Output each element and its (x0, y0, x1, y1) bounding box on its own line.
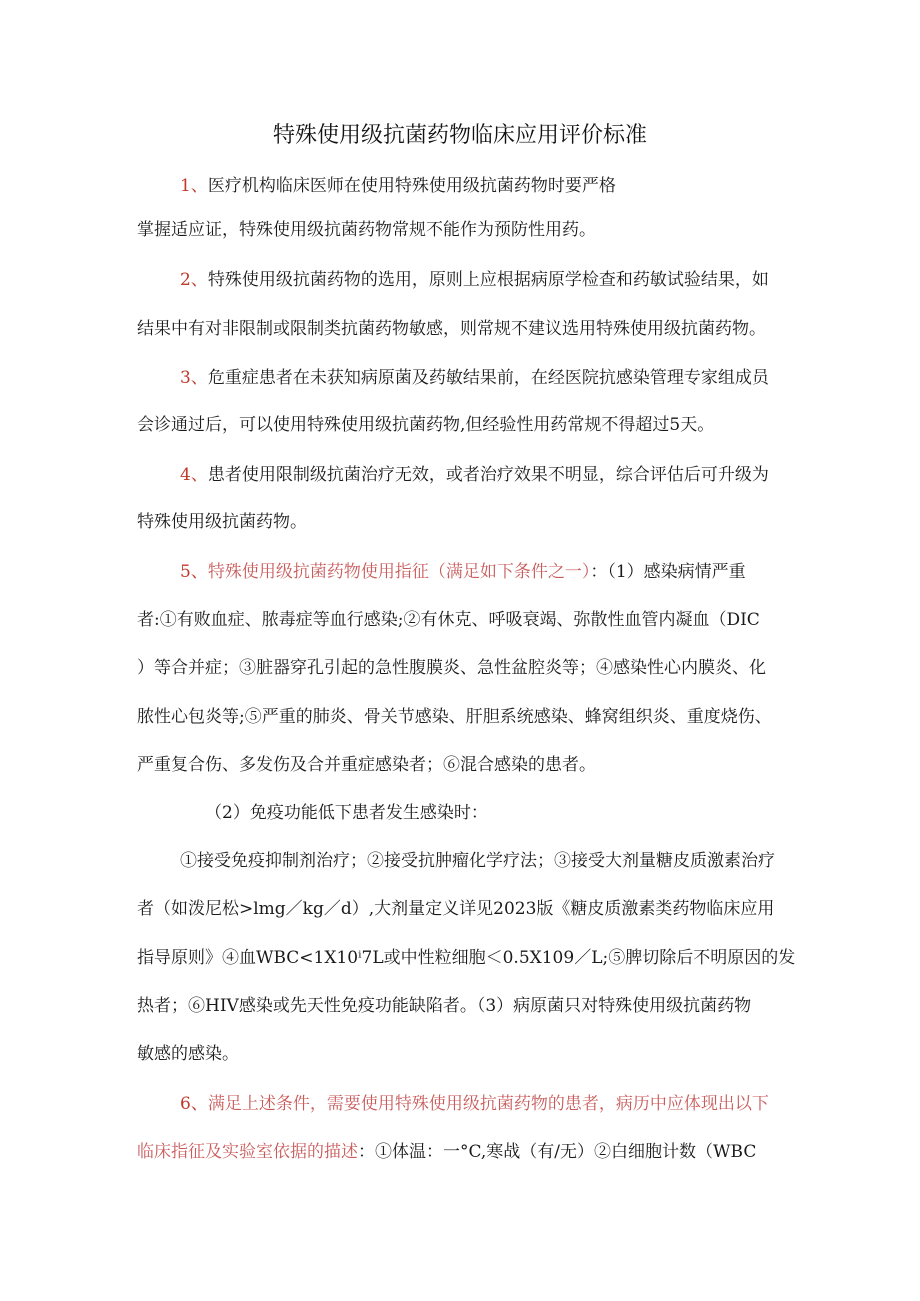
p5-line-11: 敏感的感染。 (137, 1044, 239, 1064)
p3-text-1: 危重症患者在未获知病原菌及药敏结果前，在经医院抗感染管理专家组成员 (207, 368, 769, 388)
p5-line-5: 严重复合伤、多发伤及合并重症感染者；⑥混合感染的患者。 (137, 755, 596, 775)
p2-text-1: 特殊使用级抗菌药物的选用，原则上应根据病原学检查和药敏试验结果，如 (207, 270, 769, 290)
p4-text-1: 患者使用限制级抗菌治疗无效，或者治疗效果不明显，综合评估后可升级为 (207, 465, 769, 485)
page-title: 特殊使用级抗菌药物临床应用评价标准 (272, 123, 647, 148)
p1-number: 1、 (180, 176, 208, 196)
p5-number: 5、 (180, 562, 208, 582)
p5-heading: 特殊使用级抗菌药物使用指征（满足如下条件之一） (207, 562, 591, 582)
p5-line-9: 指导原则》④血WBC<1X10ⁱ7L或中性粒细胞＜0.5X109／L;⑤脾切除后不明原因的发 (137, 948, 796, 968)
p5-line-2: 者:①有败血症、脓毒症等血行感染;②有休克、呼吸衰竭、弥散性血管内凝血（DIC (137, 610, 760, 630)
p5-line-1 (180, 560, 746, 584)
p5-line-4: 脓性心包炎等;⑤严重的肺炎、骨关节感染、肝胆系统感染、蜂窝组织炎、重度烧伤、 (137, 707, 772, 727)
p5-line-6: （2）免疫功能低下患者发生感染时： (205, 803, 488, 823)
p5-line-3: ）等合并症；③脏器穿孔引起的急性腹膜炎、急性盆腔炎等；④感染性心内膜炎、化 (137, 658, 766, 678)
p6-heading-2: 临床指征及实验室依据的描述 (137, 1142, 358, 1162)
p5-line-10: 热者；⑥HIV感染或先天性免疫功能缺陷者。（3）病原菌只对特殊使用级抗菌药物 (137, 996, 752, 1016)
p5-text-1: ：（1）感染病情严重 (590, 562, 746, 582)
p4-line-1 (180, 463, 769, 487)
p3-number: 3、 (180, 368, 208, 388)
p2-line-2: 结果中有对非限制或限制类抗菌药物敏感，则常规不建议选用特殊使用级抗菌药物。 (137, 319, 766, 339)
p5-line-7: ①接受免疫抑制剂治疗；②接受抗肿瘤化学疗法；③接受大剂量糖皮质激素治疗 (180, 851, 775, 871)
p3-line-2: 会诊通过后，可以使用特殊使用级抗菌药物,但经验性用药常规不得超过5天。 (137, 415, 715, 435)
p5-line-8: 者（如泼尼松>lmg／kg／d）,大剂量定义详见2023版《糖皮质激素类药物临床应用 (137, 899, 775, 919)
p6-line-1 (180, 1092, 769, 1116)
p4-number: 4、 (180, 465, 208, 485)
p4-line-2: 特殊使用级抗菌药物。 (137, 512, 307, 532)
p6-line-2 (137, 1140, 756, 1164)
p6-heading-1: 满足上述条件，需要使用特殊使用级抗菌药物的患者，病历中应体现出以下 (207, 1094, 769, 1114)
p1-line-1 (180, 174, 616, 198)
p6-number: 6、 (180, 1094, 208, 1114)
p1-line-2: 掌握适应证，特殊使用级抗菌药物常规不能作为预防性用药。 (137, 220, 596, 240)
p6-text-2: ：①体温：一°C,寒战（有/无）②白细胞计数（WBC (358, 1142, 757, 1162)
p1-text-1: 医疗机构临床医师在使用特殊使用级抗菌药物时要严格 (207, 176, 616, 196)
p2-line-1 (180, 268, 769, 292)
p2-number: 2、 (180, 270, 208, 290)
p3-line-1 (180, 366, 769, 390)
